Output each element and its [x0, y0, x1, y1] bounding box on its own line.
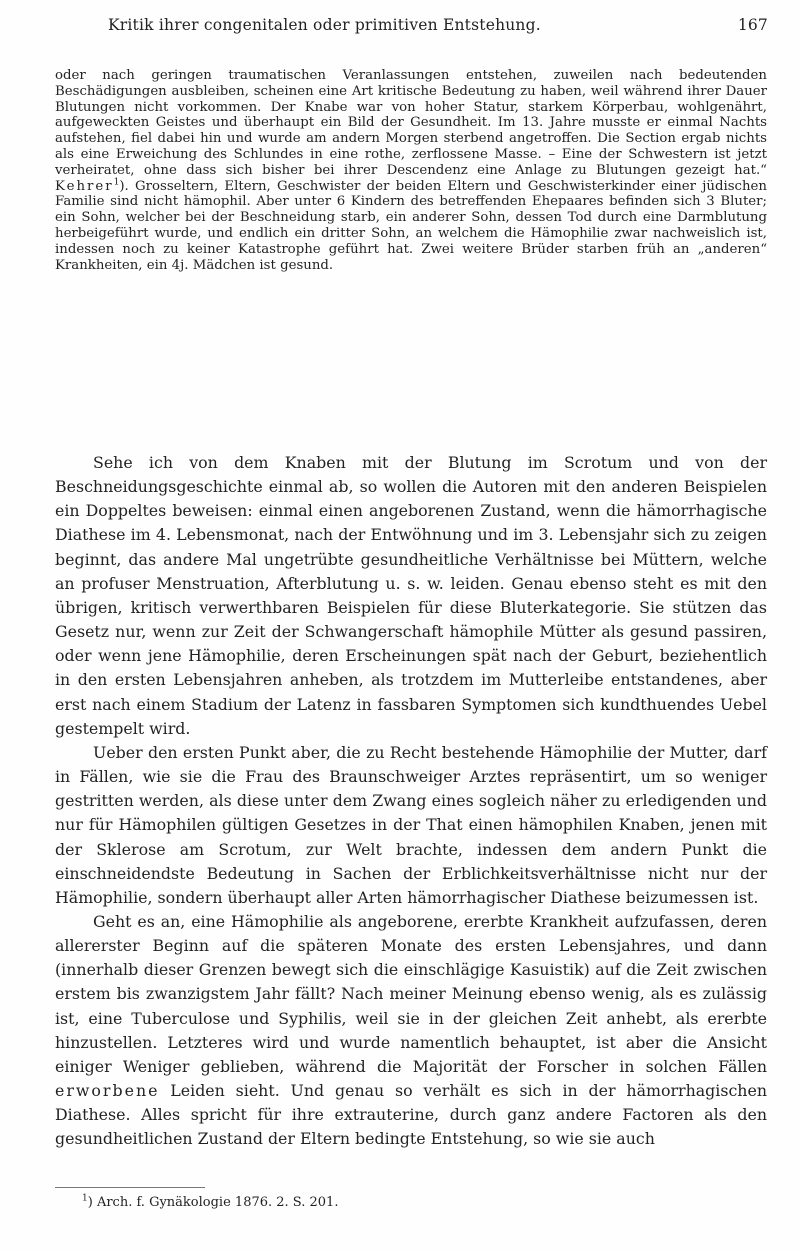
footnote	[82, 1195, 338, 1211]
small-print-paragraph	[55, 68, 767, 273]
body-text: Geht es an, eine Hämophilie als angeborene, ererbte Krankheit aufzufassen, deren allererster Beginn auf die späteren Monate des ersten Lebensjahres, und dann (innerhalb dieser Grenzen bewegt sich die einschlägige Kasuistik) auf die Zeit zwischen erstem bis zwanzigstem Jahr fällt? Nach meiner Meinung ebenso wenig, als es zulässig ist, eine Tuberculose und Syphilis, weil sie in der gleichen Zeit anhebt, als ererbte hinzustellen. Letzteres wird und wurde namentlich behauptet, ist aber die Ansicht einiger Weniger geblieben, während die Majorität der Forscher in solchen Fällen	[55, 911, 767, 1076]
page-number: 167	[737, 16, 768, 34]
footnote-reference: 1	[113, 177, 120, 188]
small-print-text: ). Grosseltern, Eltern, Geschwister der beiden Eltern und Geschwisterkinder einer jüdischen Familie sind nicht hämophil. Aber unter 6 Kindern des betreffenden Ehepaares befinden sich 3 Bluter; ein Sohn, welcher bei der Beschneidung starb, ein anderer Sohn, dessen Tod durch eine Darmblutung herbeigeführt wurde, und endlich ein dritter Sohn, an welchem die Hämophilie zwar nachweislich ist, indessen noch zu keiner Katastrophe geführt hat. Zwei weitere Brüder starben früh an „anderen“ Krankheiten, ein 4j. Mädchen ist gesund.	[55, 178, 767, 273]
body-paragraph: Sehe ich von dem Knaben mit der Blutung im Scrotum und von der Beschneidungsgeschichte einmal ab, so wollen die Autoren mit den anderen Beispielen ein Doppeltes beweisen: einmal einen angeborenen Zustand, wenn die hämorrhagische Diathese im 4. Lebensmonat, nach der Entwöhnung und im 3. Lebensjahr sich zu zeigen beginnt, das andere Mal ungetrübte gesundheitliche Verhältnisse bei Müttern, welche an profuser Menstruation, Afterblutung u. s. w. leiden. Genau ebenso steht es mit den übrigen, kritisch verwerthbaren Beispielen für diese Bluterkategorie. Sie stützen das Gesetz nur, wenn zur Zeit der Schwangerschaft hämophile Mütter als gesund passiren, oder wenn jene Hämophilie, deren Erscheinungen spät nach der Geburt, beziehentlich in den ersten Lebensjahren anheben, als trotzdem im Mutterleibe entstandenes, aber erst nach einem Stadium der Latenz in fassbaren Symptomen sich kundthuendes Uebel gestempelt wird.	[55, 453, 767, 738]
running-title: Kritik ihrer congenitalen oder primitiven Entstehung.	[108, 16, 541, 34]
small-print-text: oder nach geringen traumatischen Veranlassungen entstehen, zuweilen nach bedeutenden Beschädigungen ausbleiben, scheinen eine Art kritische Bedeutung zu haben, weil während ihrer Dauer Blutungen nicht vorkommen. Der Knabe war von hoher Statur, starkem Körperbau, wohlgenährt, aufgeweckten Geistes und überhaupt ein Bild der Gesundheit. Im 13. Jahre musste er einmal Nachts aufstehen, fiel dabei hin und wurde am andern Morgen sterbend angetroffen. Die Section ergab nichts als eine Erweichung des Schlundes in eine rothe, zerflossene Masse. – Eine der Schwestern ist jetzt verheiratet, ohne dass sich bisher bei ihrer Descendenz eine Anlage zu Blutungen gezeigt hat.“	[55, 68, 767, 178]
main-text	[55, 451, 767, 1152]
body-text: Leiden sieht. Und genau so verhält es sich in der hämorrhagischen Diathese. Alles spricht für ihre extrauterine, durch ganz andere Factoren als den gesundheitlichen Zustand der Eltern bedingte Entstehung, so wie sie auch	[55, 1081, 767, 1149]
running-head	[108, 16, 768, 34]
body-paragraph: Ueber den ersten Punkt aber, die zu Recht bestehende Hämophilie der Mutter, darf in Fällen, wie sie die Frau des Braunschweiger Arztes repräsentirt, um so weniger gestritten werden, als diese unter dem Zwang eines sogleich näher zu erledigenden und nur für Hämophilen gültigen Gesetzes in der That einen hämophilen Knaben, jenen mit der Sklerose am Scrotum, zur Welt brachte, indessen dem andern Punkt die einschneidendste Bedeutung in Sachen der Erblichkeitsverhältnisse nicht nur der Hämophilie, sondern überhaupt aller Arten hämorrhagischer Diathese beizumessen ist.	[55, 742, 767, 907]
small-print-block	[55, 68, 767, 273]
body-paragraph	[55, 910, 767, 1152]
emphasized-word: erworbene	[55, 1081, 160, 1101]
author-name: Kehrer	[55, 178, 114, 194]
footnote-text: ) Arch. f. Gynäkologie 1876. 2. S. 201.	[87, 1195, 339, 1210]
footnote-divider	[55, 1187, 205, 1188]
footnote-marker: 1	[82, 1193, 88, 1204]
